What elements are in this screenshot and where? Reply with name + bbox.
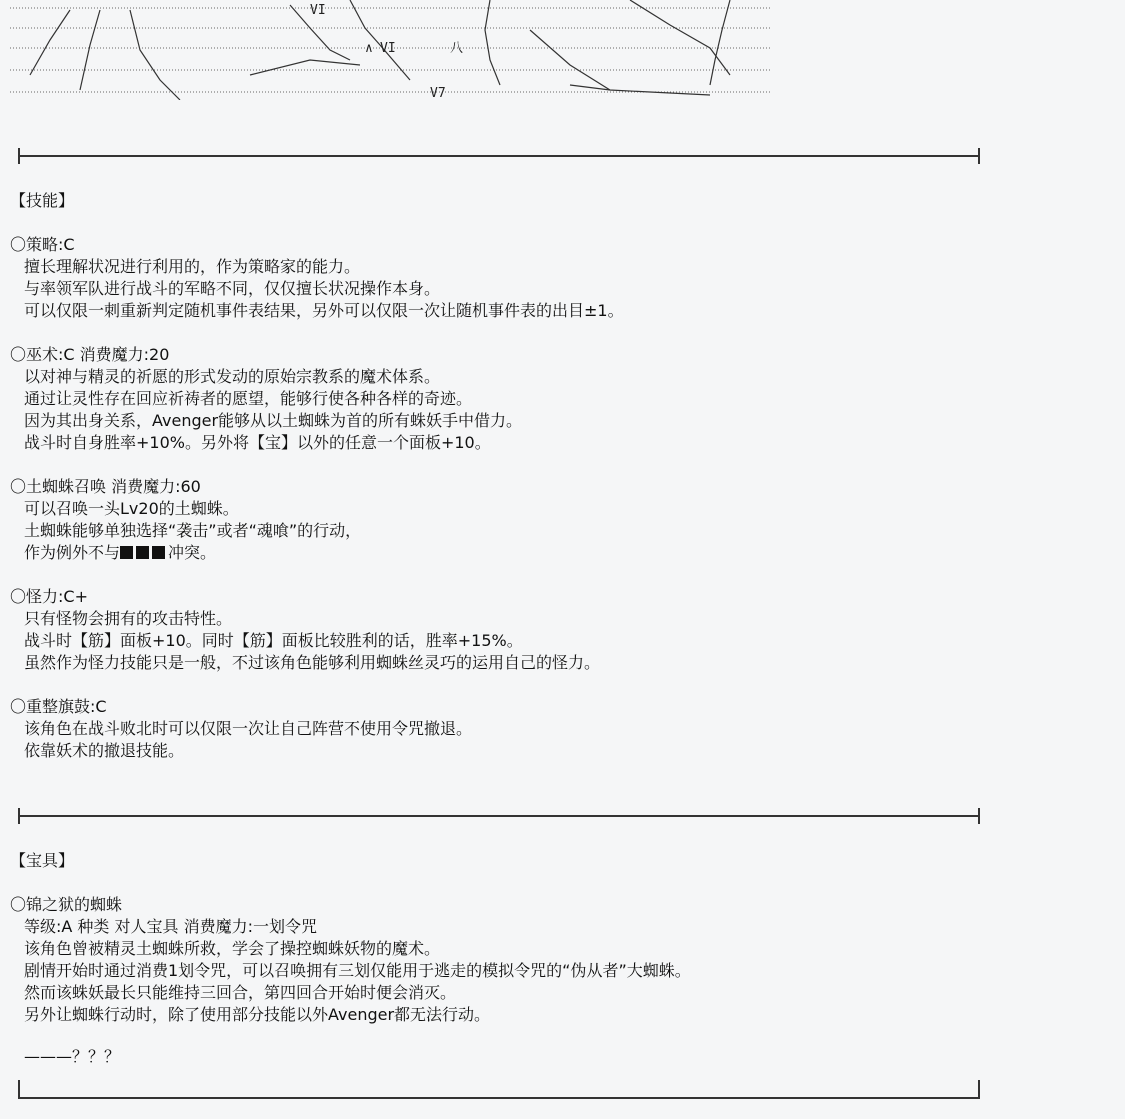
ascii-art-lines	[10, 0, 770, 100]
np-desc-line: 等级:A 种类 对人宝具 消费魔力:一划令咒	[24, 917, 317, 936]
svg-text:V7: V7	[430, 86, 446, 100]
section-divider-bottom	[18, 1090, 980, 1106]
redacted-block	[120, 546, 133, 559]
skill-desc-line-redacted	[24, 542, 216, 563]
skill-desc-line: 因为其出身关系，Avenger能够从以土蜘蛛为首的所有蛛妖手中借力。	[24, 411, 523, 430]
skill-desc-line: 擅长理解状况进行利用的，作为策略家的能力。	[24, 257, 361, 276]
skill-desc-line: 土蜘蛛能够单独选择“袭击”或者“魂喰”的行动，	[24, 521, 362, 540]
skill-desc-line: 只有怪物会拥有的攻击特性。	[24, 609, 233, 628]
skill-title: 〇策略:C	[10, 235, 75, 254]
skill-desc-line: 与率领军队进行战斗的军略不同，仅仅擅长状况操作本身。	[24, 279, 441, 298]
skills-heading: 【技能】	[10, 191, 75, 210]
np-ending: ———？？？	[24, 1047, 121, 1066]
skill-title: 〇怪力:C+	[10, 587, 88, 606]
skill-desc-line: 可以仅限一刺重新判定随机事件表结果，另外可以仅限一次让随机事件表的出目±1。	[24, 301, 624, 320]
svg-text:VI: VI	[380, 41, 396, 56]
noble-phantasm-heading: 【宝具】	[10, 851, 75, 870]
skill-desc-line: 虽然作为怪力技能只是一般，不过该角色能够利用蜘蛛丝灵巧的运用自己的怪力。	[24, 653, 601, 672]
redacted-block	[136, 546, 149, 559]
skill-desc-line: 通过让灵性存在回应祈祷者的愿望，能够行使各种各样的奇迹。	[24, 389, 473, 408]
ascii-art	[10, 0, 770, 100]
skill-title: 〇巫术:C 消费魔力:20	[10, 345, 170, 364]
np-desc-line: 剧情开始时通过消费1划令咒，可以召唤拥有三划仅能用于逃走的模拟令咒的“伪从者”大蜘蛛。	[24, 961, 691, 980]
skill-title: 〇土蜘蛛召唤 消费魔力:60	[10, 477, 201, 496]
np-desc-line: 另外让蜘蛛行动时，除了使用部分技能以外Avenger都无法行动。	[24, 1005, 491, 1024]
skill-desc-line: 依靠妖术的撤退技能。	[24, 741, 185, 760]
svg-text:八: 八	[450, 41, 464, 56]
redacted-block	[152, 546, 165, 559]
skill-desc-line: 可以召唤一头Lv20的土蜘蛛。	[24, 499, 239, 518]
skill-desc-line: 该角色在战斗败北时可以仅限一次让自己阵营不使用令咒撤退。	[24, 719, 473, 738]
section-divider	[18, 808, 980, 824]
skill-desc-suffix: 冲突。	[168, 543, 217, 562]
np-desc-line: 该角色曾被精灵土蜘蛛所救，学会了操控蜘蛛妖物的魔术。	[24, 939, 441, 958]
skill-title: 〇重整旗鼓:C	[10, 697, 107, 716]
section-divider	[18, 148, 980, 164]
np-desc-line: 然而该蛛妖最长只能维持三回合，第四回合开始时便会消灭。	[24, 983, 457, 1002]
skill-desc-line: 战斗时自身胜率+10%。另外将【宝】以外的任意一个面板+10。	[24, 433, 491, 452]
skill-desc-line: 战斗时【筋】面板+10。同时【筋】面板比较胜利的话，胜率+15%。	[24, 631, 523, 650]
skill-desc-text: 作为例外不与	[24, 543, 121, 562]
svg-text:∧: ∧	[365, 41, 373, 56]
noble-phantasm-title: 〇锦之狱的蜘蛛	[10, 895, 123, 914]
svg-text:VI: VI	[310, 3, 326, 18]
skill-desc-line: 以对神与精灵的祈愿的形式发动的原始宗教系的魔术体系。	[24, 367, 441, 386]
